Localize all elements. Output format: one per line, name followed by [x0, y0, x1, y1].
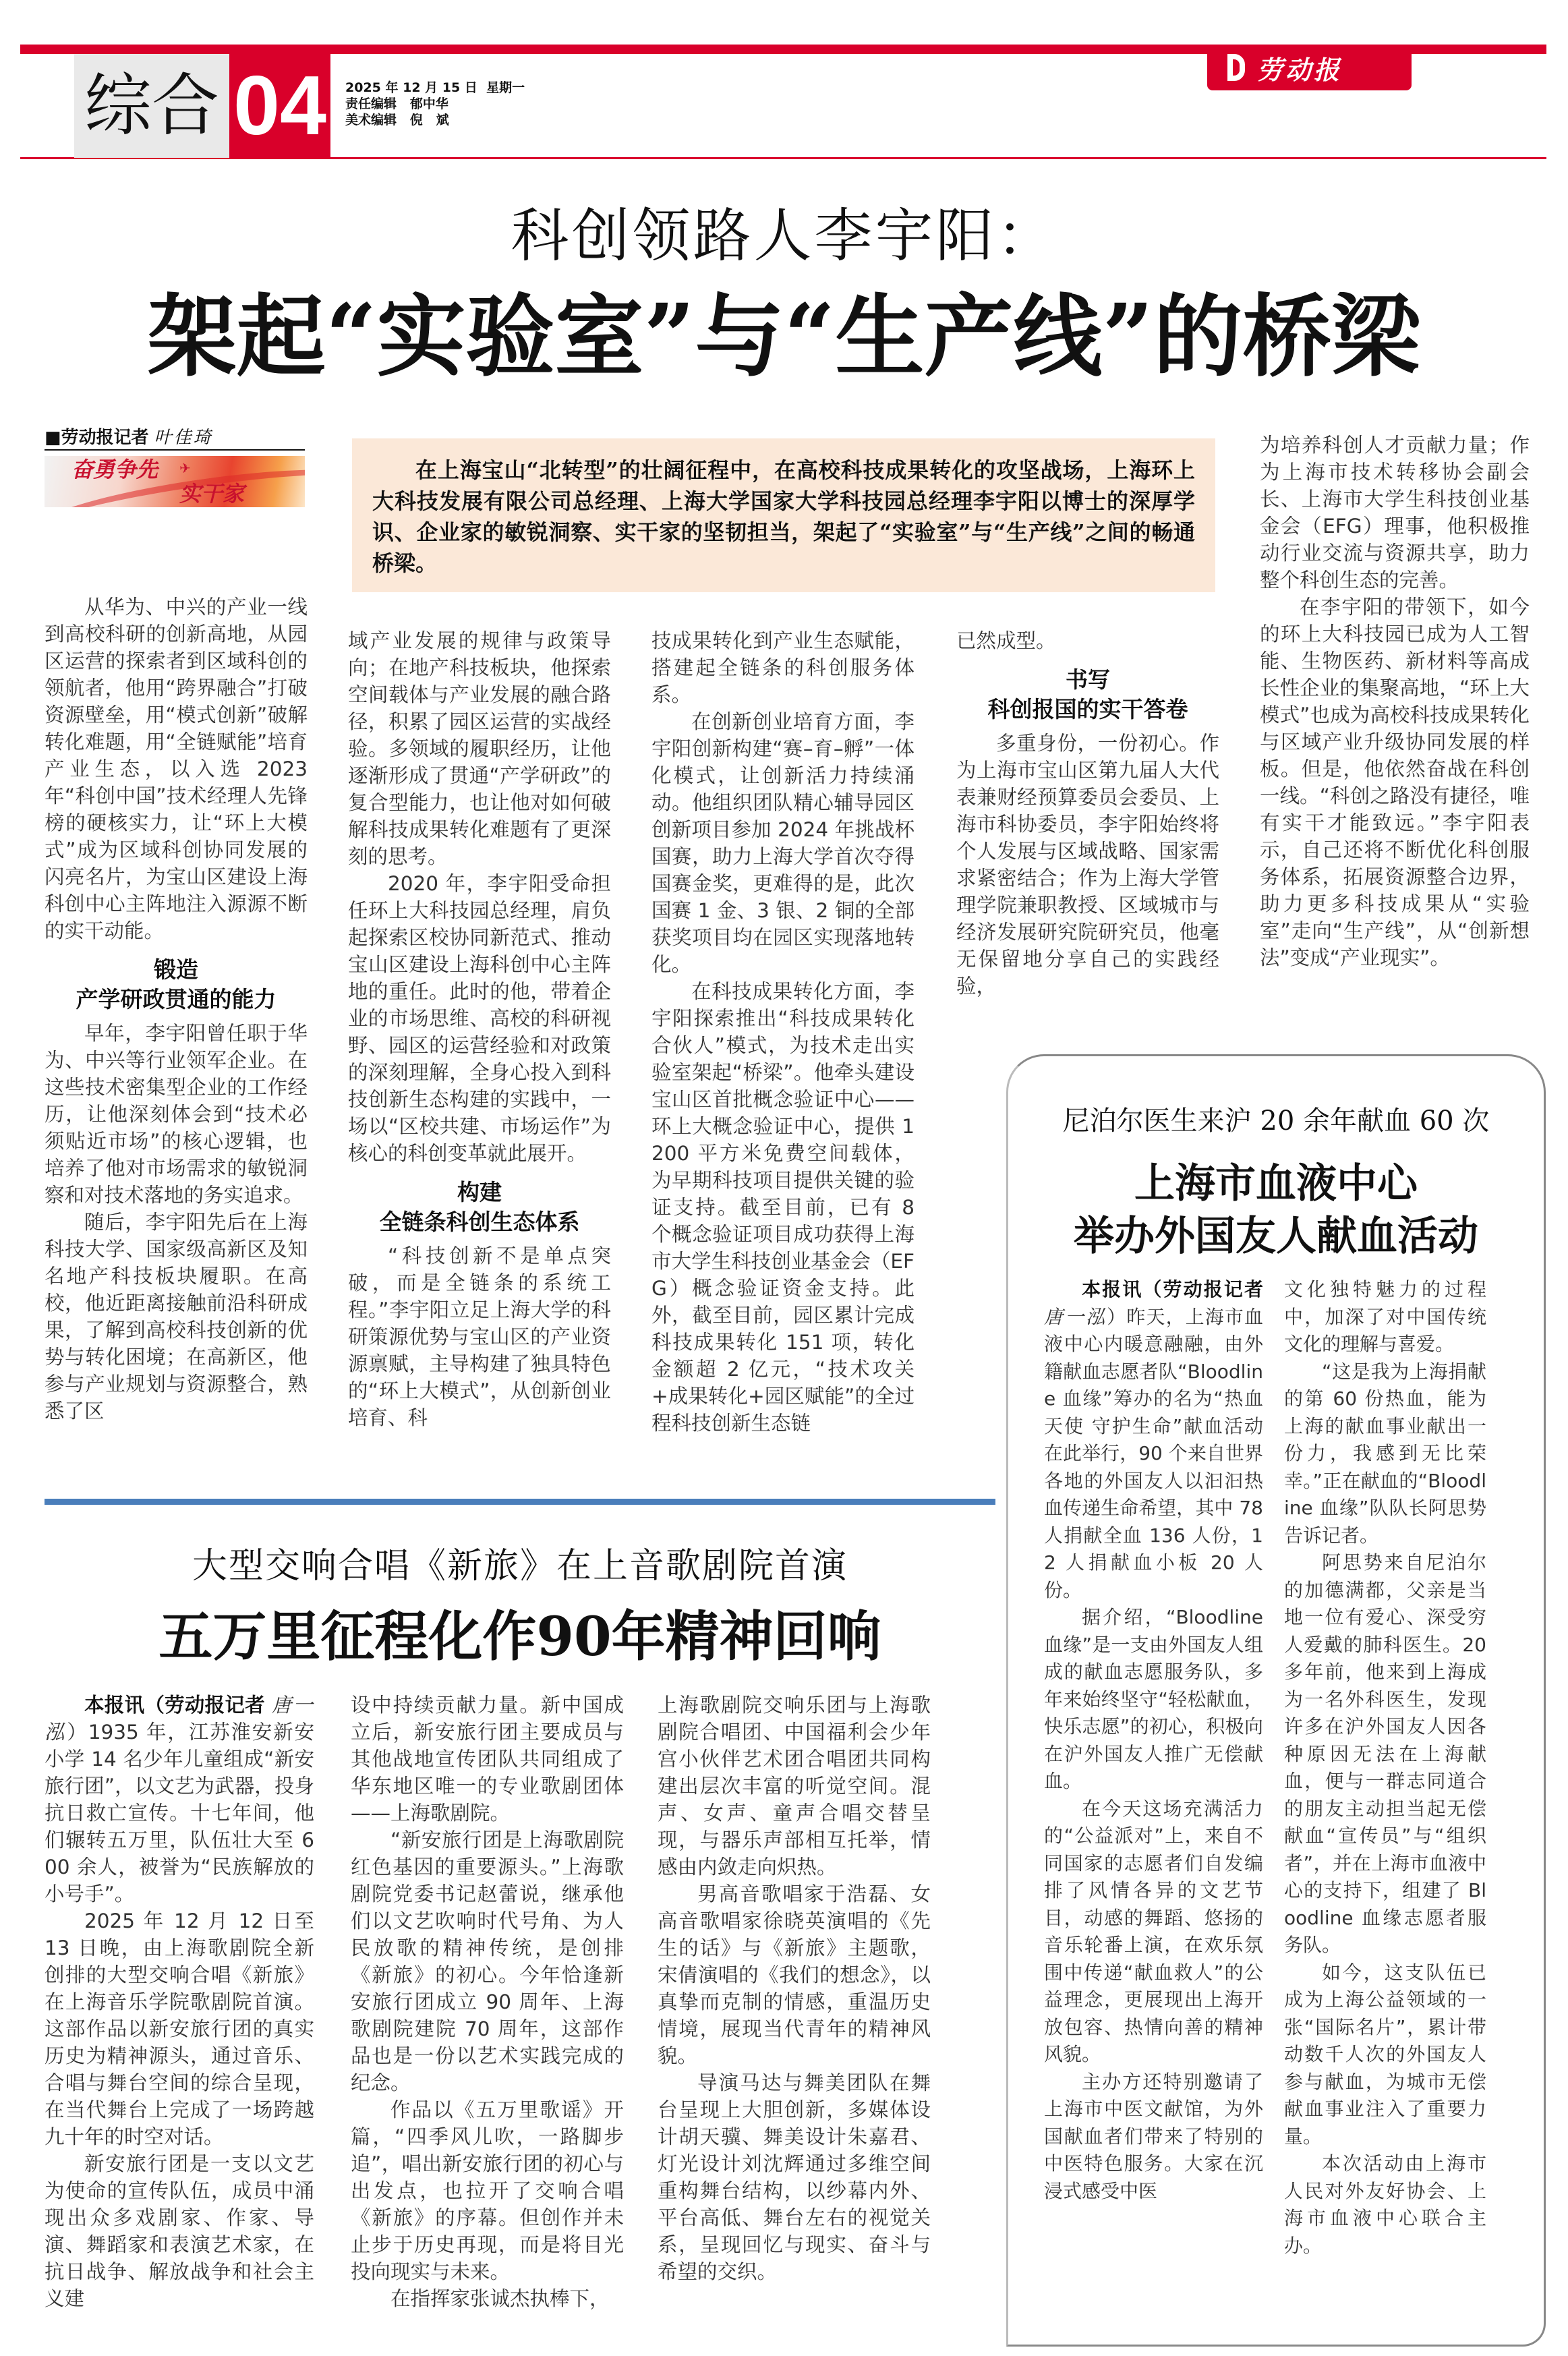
paragraph: 在指挥家张诚杰执棒下， — [390, 2287, 610, 2310]
paragraph: 在今天这场充满活力的“公益派对”上，来自不同国家的志愿者们自发编排了风情各异的文艺节目，动感的舞蹈、悠扬的音乐轮番上演，在欢乐氛围中传递“献血救人”的公益理念，更展现出上海开放包容、热情向善的精神风貌。 — [1044, 1797, 1263, 2065]
paragraph: 多重身份，一份初心。作为上海市宝山区第九届人大代表兼财经预算委员会委员、上海市科协委员，李宇阳始终将个人发展与区域战略、国家需求紧密结合；作为上海大学管理学院兼职教授、区域城市与经济发展研究院研究员，他毫无保留地分享自己的实践经验， — [956, 732, 1219, 998]
opera-column-2 — [351, 1692, 624, 2312]
subheading-building — [348, 1178, 611, 1237]
masthead-top-rule — [20, 45, 1207, 54]
blood-kicker: 尼泊尔医生来沪 20 余年献血 60 次 — [1062, 1105, 1490, 1137]
paragraph: 文化独特魅力的过程中，加深了对中国传统文化的理解与喜爱。 — [1284, 1278, 1486, 1355]
paragraph: 男高音歌唱家于浩磊、女高音歌唱家徐晓英演唱的《先生的话》与《新旅》主题歌，宋倩演唱的《我们的想念》，以真挚而克制的情感，重温历史情境，展现当代青年的精神风貌。 — [658, 1883, 931, 2067]
paragraph: 已然成型。 — [956, 629, 1056, 652]
main-column-4 — [956, 627, 1219, 1000]
subheading-forging — [45, 955, 308, 1014]
byline-label: ■劳动报记者 — [45, 428, 149, 448]
blood-column-2 — [1284, 1276, 1486, 2260]
paragraph: 从华为、中兴的产业一线到高校科研的创新高地，从园区运营的探索者到区域科创的领航者，他用“跨界融合”打破资源壁垒，用“模式创新”破解转化难题，用“全链赋能”培育产业生态，以入选 2023 年“科创中国”技术经理人先锋榜的硬核实力，让“环上大模式”成为区域科创协同发展的闪亮名片，为宝山区建设上海科创中心主阵地注入源源不断的实干动能。 — [45, 596, 308, 942]
opera-column-3 — [658, 1692, 931, 2285]
subheading-writing — [956, 665, 1219, 724]
paragraph: 技成果转化到产业生态赋能，搭建起全链条的科创服务体系。 — [651, 629, 914, 706]
paragraph-text: ）昨天，上海市血液中心内暖意融融，由外籍献血志愿者队“Bloodline 血缘”筹办的名为“热血天使 守护生命”献血活动在此举行，90 个来自世界各地的外国友人以汩汩热血传递生命希望，其中 78 人捐献全血 136 人份，12 人捐献血小板 20 人份。 — [1044, 1305, 1263, 1601]
masthead-top-rule-right — [1412, 45, 1546, 54]
paragraph: 2020 年，李宇阳受命担任环上大科技园总经理，肩负起探索区校协同新范式、推动宝山区建设上海科创中心主阵地的重任。此时的他，带着企业的市场思维、高校的科研视野、园区的运营经验和对政策的深刻理解，全身心投入到科技创新生态构建的实践中，一场以“区校共建、市场运作”为核心的科创变革就此展开。 — [348, 872, 611, 1165]
main-lead-box: 在上海宝山“北转型”的壮阔征程中，在高校科技成果转化的攻坚战场，上海环上大科技发展有限公司总经理、上海大学国家大学科技园总经理李宇阳以博士的深厚学识、企业家的敏锐洞察、实干家的坚韧担当，架起了“实验室”与“生产线”之间的畅通桥梁。 — [352, 438, 1215, 592]
paragraph: 上海歌剧院交响乐团与上海歌剧院合唱团、中国福利会少年宫小伙伴艺术团合唱团共同构建出层次丰富的听觉空间。混声、女声、童声合唱交替呈现，与器乐声部相互托举，情感由内敛走向炽热。 — [658, 1694, 931, 1878]
dateline: 本报讯（劳动报记者 — [1082, 1278, 1263, 1300]
paragraph — [45, 1692, 314, 1907]
paragraph: 随后，李宇阳先后在上海科技大学、国家级高新区及知名地产科技板块履职。在高校，他近距离接触前沿科研成果，了解到高校科技创新的优势与转化困境；在高新区，他参与产业规划与资源整合，熟悉了区 — [45, 1211, 308, 1423]
responsible-editor: 责任编辑 郁中华 — [345, 96, 448, 111]
subheading-line: 全链条科创生态体系 — [379, 1209, 580, 1235]
main-column-1 — [45, 594, 308, 1425]
section-divider — [45, 1499, 995, 1505]
logo-mark-icon — [1227, 54, 1245, 81]
paragraph: 本次活动由上海市人民对外友好协会、上海市血液中心联合主办。 — [1284, 2152, 1486, 2257]
art-editor: 美术编辑 倪 斌 — [345, 113, 449, 127]
paragraph: 2025 年 12 月 12 日至 13 日晚，由上海歌剧院全新创排的大型交响合唱《新旅》在上海音乐学院歌剧院首演。这部作品以新安旅行团的真实历史为精神源头，通过音乐、合唱与舞台空间的综合呈现，在当代舞台上完成了一场跨越九十年的时空对话。 — [45, 1909, 314, 2148]
paragraph: 在李宇阳的带领下，如今的环上大科技园已成为人工智能、生物医药、新材料等高成长性企业的集聚高地，“环上大模式”也成为高校科技成果转化与区域产业升级协同发展的样板。但是，他依然奋战在科创一线。“科创之路没有捷径，唯有实干才能致远。”李宇阳表示，自己还将不断优化科创服务体系，拓展资源整合边界，助力更多科技成果从“实验室”走向“生产线”，从“创新想法”变成“产业现实”。 — [1260, 596, 1530, 969]
subheading-line: 科创报国的实干答卷 — [987, 696, 1188, 722]
main-byline — [45, 426, 305, 451]
dateline: 本报讯（劳动报记者 — [84, 1694, 266, 1717]
main-column-3 — [651, 627, 914, 1437]
paragraph: “科技创新不是单点突破，而是全链条的系统工程。”李宇阳立足上海大学的科研策源优势与宝山区的产业资源禀赋，主导构建了独具特色的“环上大模式”，从创新创业培育、科 — [348, 1244, 611, 1429]
subheading-line: 锻造 — [154, 956, 198, 983]
paragraph: 作品以《五万里歌谣》开篇，“四季风儿吹，一路脚步追”，唱出新安旅行团的初心与出发点，也拉开了交响合唱《新旅》的序幕。但创作并未止步于历史再现，而是将目光投向现实与未来。 — [351, 2098, 624, 2283]
blood-headline — [1006, 1157, 1546, 1263]
paragraph-text: ）1935 年，江苏淮安新安小学 14 名少年儿童组成“新安旅行团”，以文艺为武器，投身抗日救亡宣传。十七年间，他们辗转五万里，队伍壮大至 600 余人，被誉为“民族解放的小号手”。 — [45, 1721, 314, 1905]
dove-icon: ✈ — [179, 460, 191, 476]
main-kicker: 科创领路人李宇阳： — [511, 202, 1057, 270]
main-headline: 架起“实验室”与“生产线”的桥梁 — [147, 285, 1421, 389]
banner-line1: 奋勇争先 — [71, 457, 158, 482]
headline-line: 上海市血液中心 — [1134, 1160, 1418, 1207]
paragraph: 为培养科创人才贡献力量；作为上海市技术转移协会副会长、上海市大学生科技创业基金会（EFG）理事，他积极推动行业交流与资源共享，助力整个科创生态的完善。 — [1260, 434, 1530, 592]
paragraph — [1044, 1276, 1263, 1604]
paragraph: 早年，李宇阳曾任职于华为、中兴等行业领军企业。在这些技术密集型企业的工作经历，让他深刻体会到“技术必须贴近市场”的核心逻辑，也培养了他对市场需求的敏锐洞察和对技术落地的务实追求。 — [45, 1022, 308, 1207]
paragraph: 域产业发展的规律与政策导向；在地产科技板块，他探索空间载体与产业发展的融合路径，积累了园区运营的实战经验。多领域的履职经历，让他逐渐形成了贯通“产学研政”的复合型能力，也让他对如何破解科技成果转化难题有了更深刻的思考。 — [348, 629, 611, 868]
paragraph: 新安旅行团是一支以文艺为使命的宣传队伍，成员中涌现出众多戏剧家、作家、导演、舞蹈家和表演艺术家，在抗日战争、解放战争和社会主义建 — [45, 2152, 314, 2310]
paragraph: 阿思势来自尼泊尔的加德满都，父亲是当地一位有爱心、深受穷人爱戴的肺科医生。20 多年前，他来到上海成为一名外科医生，发现许多在沪外国友人因各种原因无法在上海献血，便与一群志同道合的朋友主动担当起无偿献血“宣传员”与“组织者”，并在上海市血液中心的支持下，组建了 Bloodline 血缘志愿者服务队。 — [1284, 1551, 1486, 1956]
byline-name: 叶佳琦 — [154, 428, 213, 448]
paragraph: “这是我为上海捐献的第 60 份热血，能为上海的献血事业献出一份力，我感到无比荣幸。”正在献血的“Bloodline 血缘”队队长阿思势告诉记者。 — [1284, 1360, 1486, 1547]
banner-line2: 实干家 — [179, 481, 245, 507]
subheading-line: 书写 — [1066, 666, 1110, 693]
section-label: 综合 — [84, 66, 219, 145]
headline-line: 举办外国友人献血活动 — [1074, 1213, 1478, 1260]
paragraph: 在科技成果转化方面，李宇阳探索推出“科技成果转化合伙人”模式，为技术走出实验室架起“桥梁”。他牵头建设宝山区首批概念验证中心——环上大概念验证中心，提供 1200 平方米免费空间载体，为早期科技项目提供关键的验证支持。截至目前，已有 8 个概念验证项目成功获得上海市大学生科技创业基金会（EFG）概念验证资金支持。此外，截至目前，园区累计完成科技成果转化 151 项，转化金额超 2 亿元，“技术攻关+成果转化+园区赋能”的全过程科技创新生态链 — [651, 980, 914, 1435]
main-column-2 — [348, 627, 611, 1431]
issue-meta — [345, 80, 525, 128]
opera-kicker: 大型交响合唱《新旅》在上音歌剧院首演 — [192, 1546, 848, 1586]
paragraph: 主办方还特别邀请了上海市中医文献馆，为外国献血者们带来了特别的中医特色服务。大家在沉浸式感受中医 — [1044, 2070, 1263, 2202]
opera-column-1 — [45, 1692, 314, 2312]
paragraph: 据介绍，“Bloodline 血缘”是一支由外国友人组成的献血志愿服务队，多年来始终坚守“轻松献血，快乐志愿”的初心，积极向在沪外国友人推广无偿献血。 — [1044, 1606, 1263, 1792]
paragraph: 如今，这支队伍已成为上海公益领域的一张“国际名片”，累计带动数千人次的外国友人参与献血，为城市无偿献血事业注入了重要力量。 — [1284, 1961, 1486, 2148]
opera-headline: 五万里征程化作90年精神回响 — [158, 1605, 881, 1668]
blood-column-1 — [1044, 1276, 1263, 2205]
subheading-line: 构建 — [457, 1179, 502, 1205]
newspaper-name: 劳动报 — [1257, 54, 1343, 85]
paragraph: 在创新创业培育方面，李宇阳创新构建“赛–育–孵”一体化模式，让创新活力持续涌动。他组织团队精心辅导园区创新项目参加 2024 年挑战杯国赛，助力上海大学首次夺得国赛金奖，更难得的是，此次国赛 1 金、3 银、2 铜的全部获奖项目均在园区实现落地转化。 — [651, 710, 914, 976]
column-banner-image — [45, 456, 305, 507]
subheading-line: 产学研政贯通的能力 — [76, 986, 277, 1012]
issue-date: 2025 年 12 月 15 日 星期一 — [345, 80, 525, 95]
newspaper-logo — [1207, 45, 1412, 90]
reporter-name: 唐一泓 — [45, 1694, 314, 1744]
paragraph: “新安旅行团是上海歌剧院红色基因的重要源头。”上海歌剧院党委书记赵蕾说，继承他们以文艺吹响时代号角、为人民放歌的精神传统，是创排《新旅》的初心。今年恰逢新安旅行团成立 90 周年、上海歌剧院建院 70 周年，这部作品也是一份以艺术实践完成的纪念。 — [351, 1829, 624, 2094]
main-column-5 — [1260, 432, 1530, 971]
page-number: 04 — [229, 54, 330, 158]
paragraph: 导演马达与舞美团队在舞台呈现上大胆创新，多媒体设计胡天骥、舞美设计朱嘉君、灯光设计刘沈辉通过多维空间重构舞台结构，以纱幕内外、平台高低、舞台左右的视觉关系，呈现回忆与现实、奋斗与希望的交织。 — [658, 2071, 931, 2283]
reporter-name: 唐一泓 — [1044, 1305, 1107, 1328]
paragraph: 设中持续贡献力量。新中国成立后，新安旅行团主要成员与其他战地宣传团队共同组成了华东地区唯一的专业歌剧团体——上海歌剧院。 — [351, 1694, 624, 1825]
